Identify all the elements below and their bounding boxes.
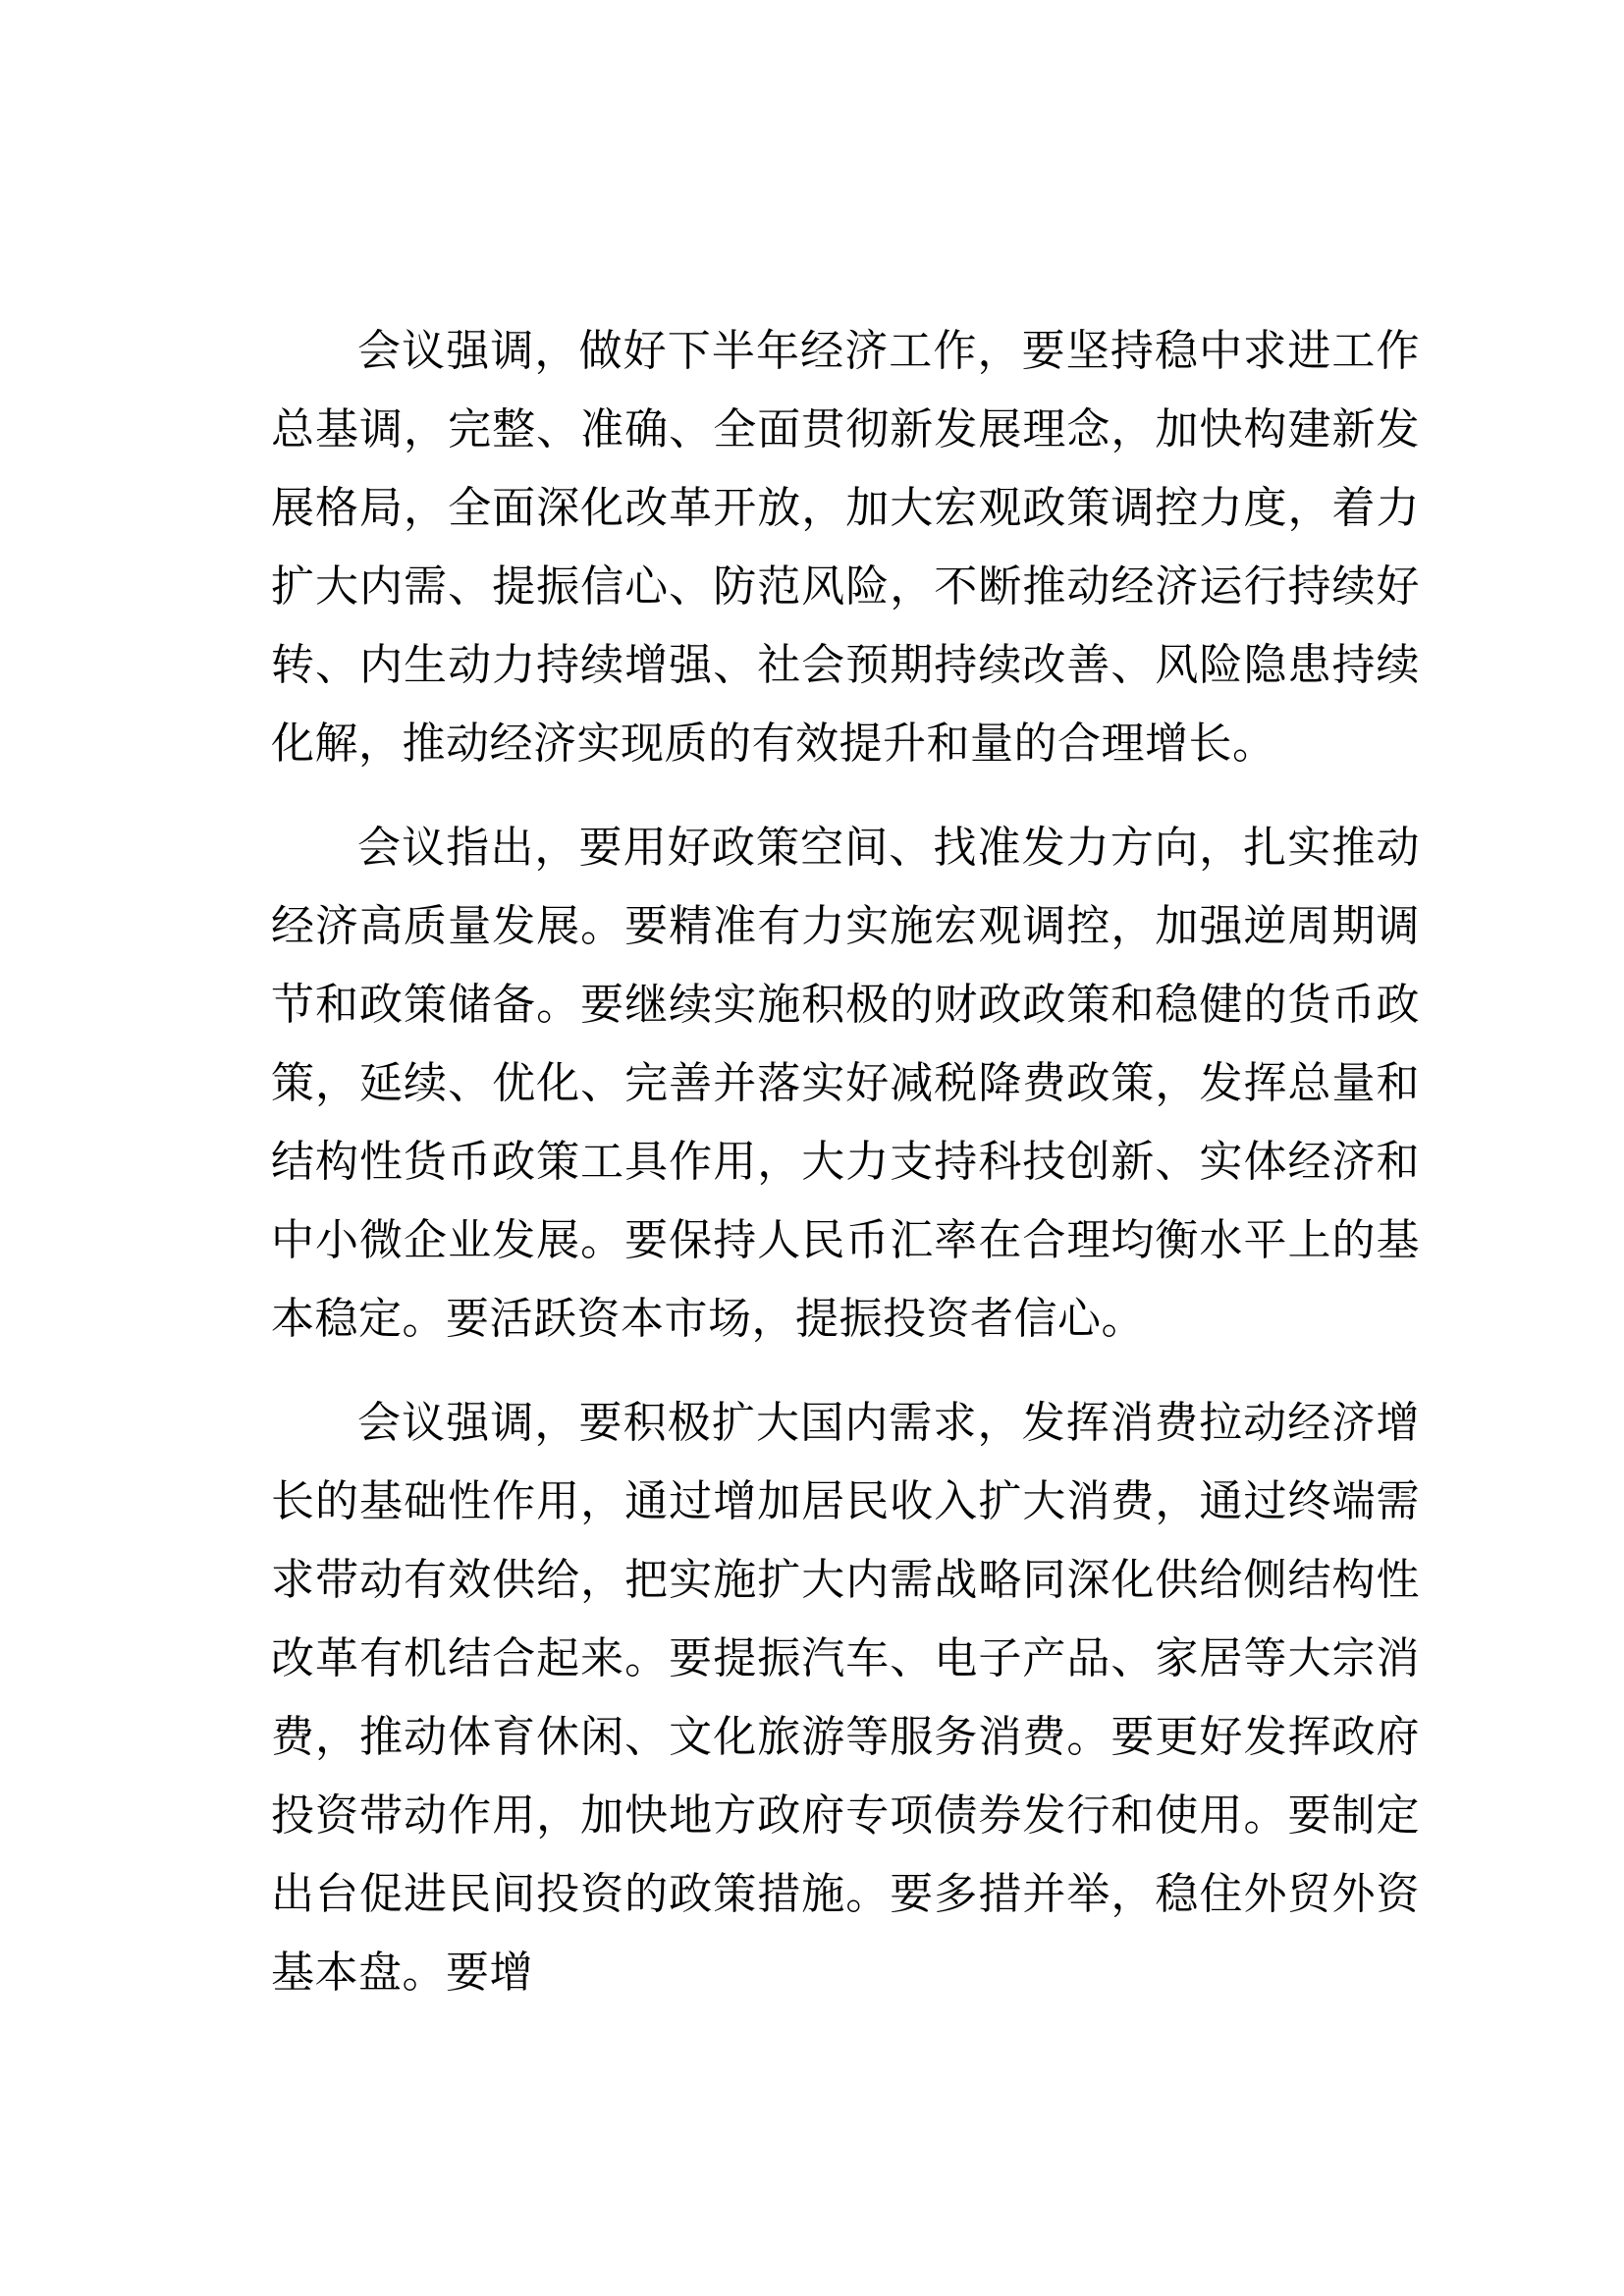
paragraph: 会议强调，要积极扩大国内需求，发挥消费拉动经济增长的基础性作用，通过增加居民收入扩大消费，通过终端需求带动有效供给，把实施扩大内需战略同深化供给侧结构性改革有机结合起来。要提振汽车、电子产品、家居等大宗消费，推动体育休闲、文化旅游等服务消费。要更好发挥政府投资带动作用，加快地方政府专项债券发行和使用。要制定出台促进民间投资的政策措施。要多措并举，稳住外贸外资基本盘。要增 [271, 1398, 1420, 1998]
paragraph: 会议强调，做好下半年经济工作，要坚持稳中求进工作总基调，完整、准确、全面贯彻新发展理念，加快构建新发展格局，全面深化改革开放，加大宏观政策调控力度，着力扩大内需、提振信心、防范风险，不断推动经济运行持续好转、内生动力持续增强、社会预期持续改善、风险隐患持续化解，推动经济实现质的有效提升和量的合理增长。 [271, 326, 1420, 769]
document-body [271, 312, 1420, 2012]
paragraph: 会议指出，要用好政策空间、找准发力方向，扎实推动经济高质量发展。要精准有力实施宏观调控，加强逆周期调节和政策储备。要继续实施积极的财政政策和稳健的货币政策，延续、优化、完善并落实好减税降费政策，发挥总量和结构性货币政策工具作用，大力支持科技创新、实体经济和中小微企业发展。要保持人民币汇率在合理均衡水平上的基本稳定。要活跃资本市场，提振投资者信心。 [271, 823, 1420, 1344]
